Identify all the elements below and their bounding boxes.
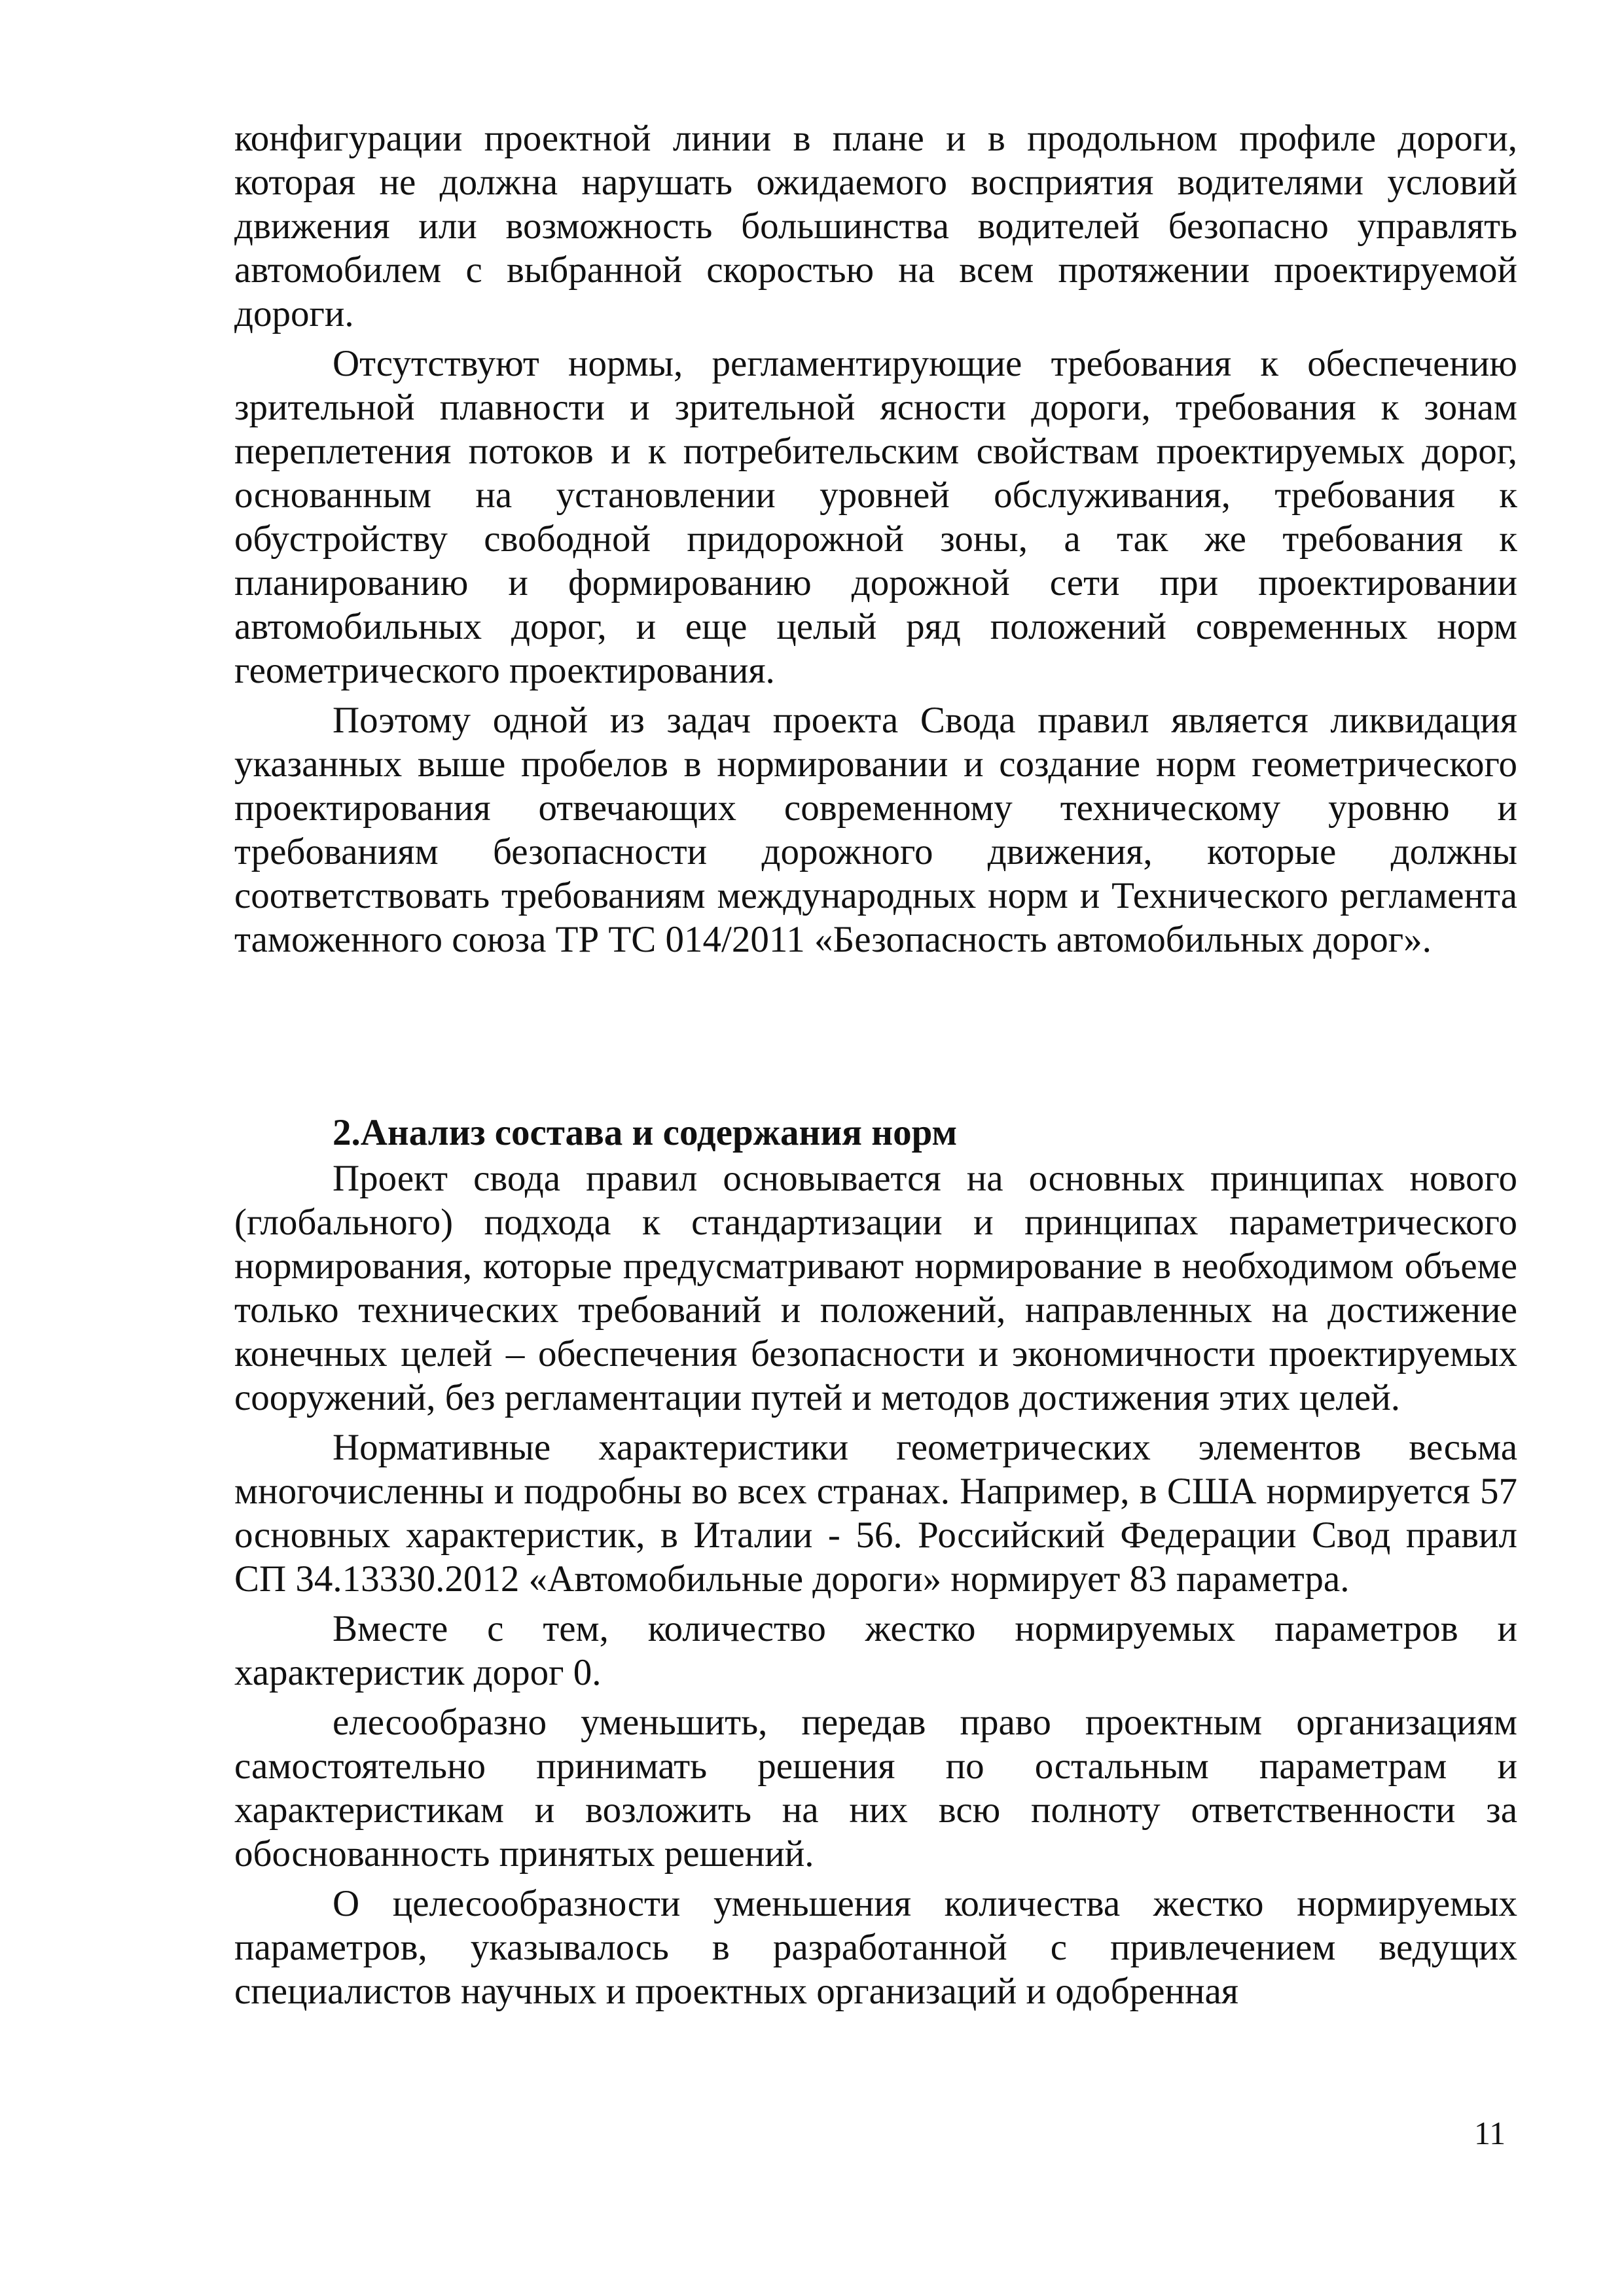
paragraph-rigid-parameters: Вместе с тем, количество жестко нормируемых параметров и характеристик дорог 0. bbox=[234, 1608, 1517, 1693]
paragraph-reduce-parameters: елесообразно уменьшить, передав право проектным организациям самостоятельно принимать решения по остальным параметрам и характеристикам и возложить на них всю полноту ответственности за обоснованность принятых решений. bbox=[234, 1702, 1517, 1874]
paragraph-expediency: О целесообразности уменьшения количества жестко нормируемых параметров, указывалось в разработанной с привлечением ведущих специалистов научных и проектных организаций и одобренная bbox=[234, 1883, 1517, 2012]
section-heading: 2.Анализ состава и содержания норм bbox=[333, 1112, 958, 1153]
page-number: 11 bbox=[1474, 2115, 1506, 2151]
paragraph-code-principles: Проект свода правил основывается на основных принципах нового (глобального) подхода к стандартизации и принципах параметрического нормирования, которые предусматривают нормирование в необходимом объеме только технических требований и положений, направленных на достижение конечных целей – обеспечения безопасности и экономичности проектируемых сооружений, без регламентации путей и методов достижения этих целей. bbox=[234, 1158, 1517, 1418]
paragraph-missing-norms: Отсутствуют нормы, регламентирующие требования к обеспечению зрительной плавности и зрительной ясности дороги, требования к зонам переплетения потоков и к потребительским свойствам проектируемых дорог, основанным на установлении уровней обслуживания, требования к обустройству свободной придорожной зоны, а так же требования к планированию и формированию дорожной сети при проектировании автомобильных дорог, и еще целый ряд положений современных норм геометрического проектирования. bbox=[234, 343, 1517, 691]
upper-text-block bbox=[234, 117, 1517, 961]
paragraph-normative-characteristics: Нормативные характеристики геометрических элементов весьма многочисленны и подробны во всех странах. Например, в США нормируется 57 основных характеристик, в Италии - 56. Российский Федерации Свод правил СП 34.13330.2012 «Автомобильные дороги» нормирует 83 параметра. bbox=[234, 1427, 1517, 1600]
paragraph-code-task: Поэтому одной из задач проекта Свода правил является ликвидация указанных выше пробелов в нормировании и создание норм геометрического проектирования отвечающих современному техническому уровню и требованиям безопасности дорожного движения, которые должны соответствовать требованиям международных норм и Технического регламента таможенного союза ТР ТС 014/2011 «Безопасность автомобильных дорог». bbox=[234, 700, 1517, 960]
lower-text-block bbox=[234, 1157, 1517, 2013]
paragraph-continuation: конфигурации проектной линии в плане и в продольном профиле дороги, которая не должна нарушать ожидаемого восприятия водителями условий движения или возможность большинства водителей безопасно управлять автомобилем с выбранной скоростью на всем протяжении проектируемой дороги. bbox=[234, 118, 1517, 334]
